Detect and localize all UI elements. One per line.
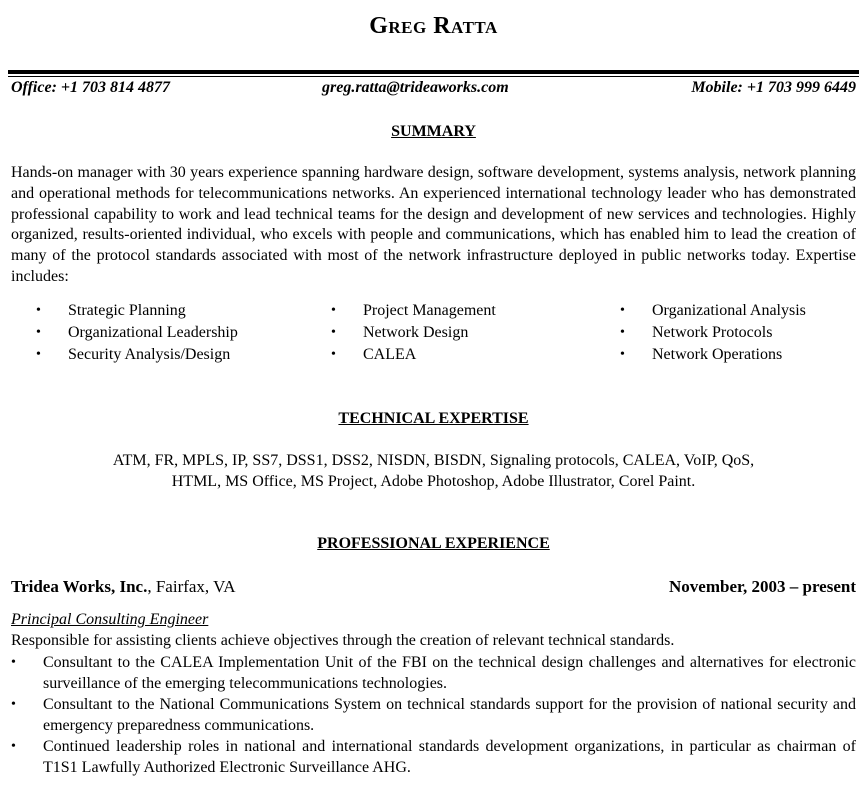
resume-page xyxy=(11,0,856,776)
header-rule-thin xyxy=(8,76,859,77)
list-item: • Continued leadership roles in national and international standards development organizations, in particular as chairman of T1S1 Lawfully Authorized Electronic Surveillance AHG. xyxy=(11,738,856,776)
expertise-column-1 xyxy=(36,300,238,366)
company-location: , Fairfax, VA xyxy=(147,577,236,596)
list-item: • Organizational Analysis xyxy=(652,300,806,322)
technical-line-2: HTML, MS Office, MS Project, Adobe Photoshop, Adobe Illustrator, Corel Paint. xyxy=(171,473,696,490)
expertise-column-2 xyxy=(331,300,496,366)
bullet-icon: • xyxy=(620,347,625,362)
resume-name: Greg Ratta xyxy=(369,13,498,39)
job-dates: November, 2003 – present xyxy=(669,577,856,596)
technical-line-1: ATM, FR, MPLS, IP, SS7, DSS1, DSS2, NISDN, BISDN, Signaling protocols, CALEA, VoIP, QoS, xyxy=(112,452,755,469)
list-item: • Strategic Planning xyxy=(68,300,238,322)
list-item: • Network Protocols xyxy=(652,322,806,344)
office-phone: Office: +1 703 814 4877 xyxy=(11,79,171,96)
summary-text: Hands-on manager with 30 years experience spanning hardware design, software development, systems analysis, network planning and operational methods for telecommunications networks. An experienced international technology leader who has demonstrated professional capability to work and lead technical teams for the design and development of new services and technologies. Highly organized, results-oriented individual, who excels with people and communications, which has enabled him to lead the creation of many of the protocol standards associated with most of the network infrastructure deployed in public networks today. Expertise includes: xyxy=(11,164,856,285)
mobile-phone: Mobile: +1 703 999 6449 xyxy=(691,79,856,96)
list-item: • Network Design xyxy=(363,322,496,344)
technical-heading: TECHNICAL EXPERTISE xyxy=(338,410,529,427)
expertise-column-3 xyxy=(620,300,806,366)
list-item: • Security Analysis/Design xyxy=(68,344,238,366)
contact-line xyxy=(11,78,856,98)
bullet-icon: • xyxy=(11,655,16,670)
bullet-icon: • xyxy=(620,325,625,340)
experience-heading: PROFESSIONAL EXPERIENCE xyxy=(317,535,550,552)
job-summary: Responsible for assisting clients achieve objectives through the creation of relevant technical standards. xyxy=(11,632,675,649)
list-item: • Network Operations xyxy=(652,344,806,366)
summary-heading: SUMMARY xyxy=(391,123,476,140)
bullet-icon: • xyxy=(36,347,41,362)
company-name: Tridea Works, Inc. xyxy=(11,577,148,596)
email-address: greg.ratta@trideaworks.com xyxy=(322,79,509,96)
list-item: • Consultant to the CALEA Implementation Unit of the FBI on the technical design challenges and alternatives for electronic surveillance of the emerging telecommunications technologies. xyxy=(11,654,856,692)
technical-text xyxy=(11,450,856,492)
bullet-icon: • xyxy=(331,347,336,362)
bullet-icon: • xyxy=(36,303,41,318)
job-bullet-list xyxy=(11,652,856,778)
list-item: • Organizational Leadership xyxy=(68,322,238,344)
list-item: • Consultant to the National Communications System on technical standards support for the provision of national security and emergency preparedness communications. xyxy=(11,696,856,734)
bullet-icon: • xyxy=(620,303,625,318)
bullet-icon: • xyxy=(11,697,16,712)
list-item: • Project Management xyxy=(363,300,496,322)
bullet-icon: • xyxy=(11,739,16,754)
header-rule-thick xyxy=(8,70,859,74)
list-item: • CALEA xyxy=(363,344,496,366)
bullet-icon: • xyxy=(331,303,336,318)
bullet-icon: • xyxy=(331,325,336,340)
job-title: Principal Consulting Engineer xyxy=(11,611,209,628)
job-header xyxy=(11,576,856,598)
bullet-icon: • xyxy=(36,325,41,340)
